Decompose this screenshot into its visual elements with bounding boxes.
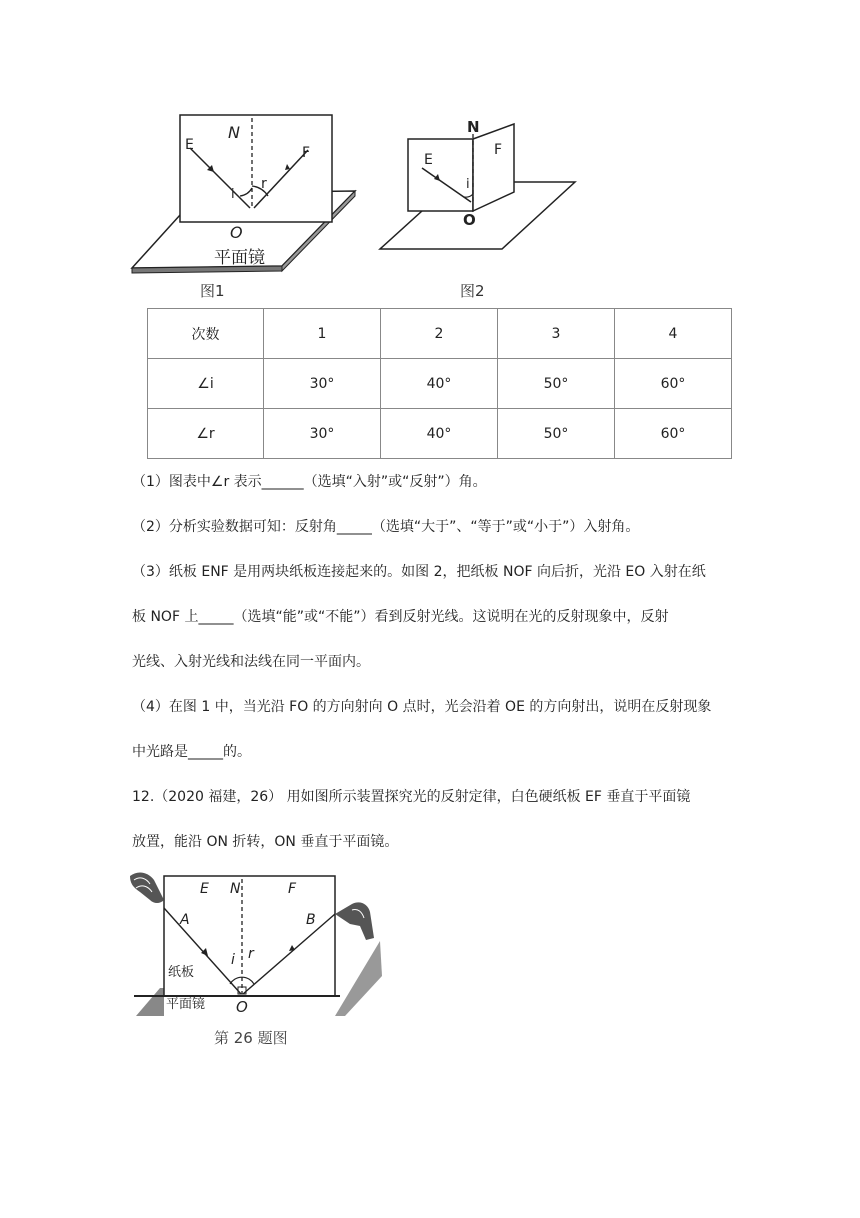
label-r: r [261, 176, 267, 192]
table-cell: 50° [498, 359, 615, 409]
label-board: 纸板 [168, 965, 195, 980]
table-cell: 50° [498, 409, 615, 459]
table-cell: 2 [381, 309, 498, 359]
label-n: N [467, 118, 480, 136]
label-i: i [231, 952, 235, 968]
table-cell: 40° [381, 409, 498, 459]
label-a: A [180, 912, 190, 928]
figure-1 [130, 108, 365, 278]
label-r: r [248, 946, 254, 962]
label-n: N [228, 123, 240, 142]
label-i: i [466, 177, 470, 192]
label-o: O [463, 211, 476, 229]
paper-board-e [408, 139, 473, 211]
mirror-shade-right [335, 941, 382, 1016]
label-f: F [288, 881, 297, 897]
figure-3-caption: 第 26 题图 [214, 1029, 288, 1047]
figure-3 [130, 866, 385, 1026]
table-cell: 30° [264, 409, 381, 459]
table-cell: 60° [615, 409, 732, 459]
question-4-line-1: （4）在图 1 中，当光沿 FO 的方向射向 O 点时，光会沿着 OE 的方向射出，说明在反射现象 [132, 699, 712, 715]
table-cell: 40° [381, 359, 498, 409]
figure-2 [378, 112, 578, 252]
question-2: （2）分析实验数据可知：反射角_____（选填“大于”、“等于”或“小于”）入射角。 [132, 519, 640, 535]
label-e: E [185, 137, 194, 153]
mirror-shade-left [136, 988, 164, 1016]
question-4-line-2: 中光路是_____的。 [132, 744, 251, 760]
question-3-line-1: （3）纸板 ENF 是用两块纸板连接起来的。如图 2，把纸板 NOF 向后折，光沿 EO 入射在纸 [132, 564, 706, 580]
label-e: E [200, 881, 209, 897]
table-cell: 4 [615, 309, 732, 359]
figure-1-caption: 图1 [200, 282, 225, 300]
label-f: F [494, 142, 503, 158]
question-1: （1）图表中∠r 表示______（选填“入射”或“反射”）角。 [132, 474, 487, 490]
table-cell: ∠r [148, 409, 264, 459]
table-cell: 3 [498, 309, 615, 359]
table-cell: 1 [264, 309, 381, 359]
question-12-line-1: 12.（2020 福建，26） 用如图所示装置探究光的反射定律，白色硬纸板 EF 垂直于平面镜 [132, 789, 691, 805]
table-cell: ∠i [148, 359, 264, 409]
label-b: B [306, 912, 316, 928]
table-cell: 60° [615, 359, 732, 409]
label-f: F [302, 145, 311, 161]
table-row [148, 409, 732, 459]
right-hand-icon [335, 902, 374, 940]
question-12-line-2: 放置，能沿 ON 折转，ON 垂直于平面镜。 [132, 834, 399, 850]
left-hand-icon [130, 873, 164, 903]
question-3-line-2: 板 NOF 上_____（选填“能”或“不能”）看到反射光线。这说明在光的反射现象中，反射 [132, 609, 669, 625]
label-n: N [230, 881, 241, 897]
label-o: O [230, 223, 243, 242]
label-mirror: 平面镜 [166, 997, 206, 1012]
table-cell: 次数 [148, 309, 264, 359]
label-e: E [424, 152, 433, 168]
label-o: O [236, 998, 248, 1016]
label-i: i [231, 187, 235, 202]
question-3-line-3: 光线、入射光线和法线在同一平面内。 [132, 654, 370, 670]
table-header-row [148, 309, 732, 359]
label-mirror: 平面镜 [214, 248, 265, 268]
figure-2-caption: 图2 [460, 282, 485, 300]
table-cell: 30° [264, 359, 381, 409]
table-row [148, 359, 732, 409]
angle-data-table [147, 308, 732, 459]
